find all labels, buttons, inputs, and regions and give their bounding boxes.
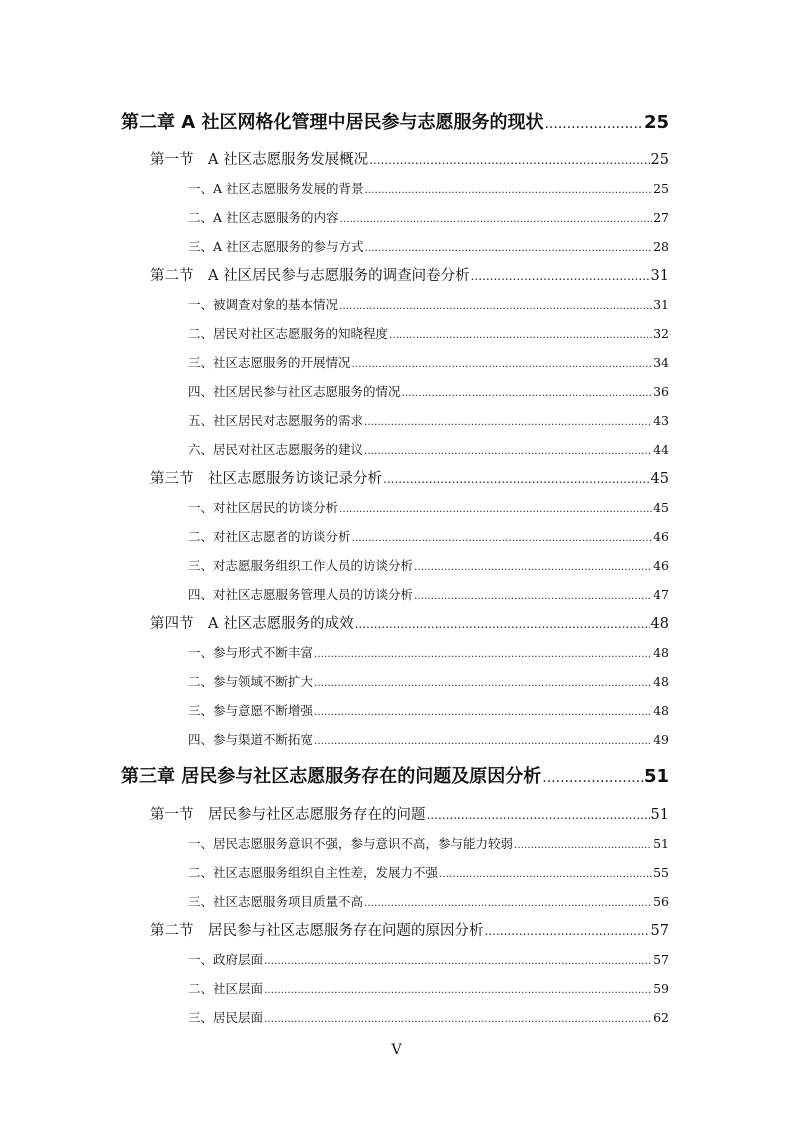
dot-leader bbox=[364, 894, 652, 909]
dot-leader bbox=[364, 413, 652, 428]
dot-leader bbox=[364, 442, 652, 457]
toc-page-number: 59 bbox=[653, 981, 669, 996]
toc-title: 第二章 A 社区网格化管理中居民参与志愿服务的现状 bbox=[121, 112, 544, 133]
toc-title: 三、对志愿服务组织工作人员的访谈分析 bbox=[188, 558, 414, 573]
toc-page-number: 27 bbox=[653, 210, 669, 225]
dot-leader bbox=[314, 674, 652, 689]
toc-page-number: 25 bbox=[643, 112, 669, 133]
dot-leader bbox=[542, 766, 643, 787]
dot-leader bbox=[314, 732, 652, 747]
toc-page-number: 43 bbox=[653, 413, 669, 428]
toc-item[interactable] bbox=[188, 892, 669, 910]
toc-page-number: 48 bbox=[653, 703, 669, 718]
toc-item[interactable] bbox=[188, 324, 669, 342]
toc-page-number: 57 bbox=[653, 952, 669, 967]
toc-item[interactable] bbox=[188, 950, 669, 968]
toc-page-number: 44 bbox=[653, 442, 669, 457]
toc-item[interactable] bbox=[188, 643, 669, 661]
toc-page-number: 62 bbox=[653, 1010, 669, 1025]
toc-title: 二、社区层面 bbox=[188, 981, 264, 996]
dot-leader bbox=[314, 703, 652, 718]
toc-title: 三、居民层面 bbox=[188, 1010, 264, 1025]
toc-page-number: 56 bbox=[653, 894, 669, 909]
toc-title: 第三节 社区志愿服务访谈记录分析 bbox=[150, 471, 382, 487]
dot-leader bbox=[414, 558, 652, 573]
dot-leader bbox=[264, 1010, 652, 1025]
dot-leader bbox=[340, 210, 653, 225]
toc-page-number: 55 bbox=[653, 865, 669, 880]
toc-page-number: 25 bbox=[653, 181, 669, 196]
toc-title: 二、对社区志愿者的访谈分析 bbox=[188, 529, 351, 544]
toc-page-number: 47 bbox=[653, 587, 669, 602]
toc-page-number: 49 bbox=[653, 732, 669, 747]
toc-item[interactable] bbox=[188, 498, 669, 516]
dot-leader bbox=[264, 981, 652, 996]
dot-leader bbox=[402, 384, 653, 399]
toc-item[interactable] bbox=[188, 672, 669, 690]
toc-item[interactable] bbox=[188, 730, 669, 748]
toc-title: 第四节 A 社区志愿服务的成效 bbox=[150, 616, 354, 632]
toc-section[interactable] bbox=[150, 148, 669, 169]
page-footer-number: V bbox=[391, 1042, 402, 1058]
toc-title: 三、A 社区志愿服务的参与方式 bbox=[188, 239, 364, 254]
toc-title: 二、参与领域不断扩大 bbox=[188, 674, 314, 689]
toc-section[interactable] bbox=[150, 264, 669, 285]
toc-item[interactable] bbox=[188, 1008, 669, 1026]
toc-page-number: 45 bbox=[650, 471, 669, 487]
toc-item[interactable] bbox=[188, 295, 669, 313]
dot-leader bbox=[352, 355, 653, 370]
toc-title: 一、A 社区志愿服务发展的背景 bbox=[188, 181, 364, 196]
toc-item[interactable] bbox=[188, 556, 669, 574]
toc-page-number: 25 bbox=[650, 152, 669, 168]
toc-item[interactable] bbox=[188, 440, 669, 458]
toc-title: 二、居民对社区志愿服务的知晓程度 bbox=[188, 326, 389, 341]
toc-page-number: 31 bbox=[653, 297, 669, 312]
toc-page-number: 48 bbox=[653, 674, 669, 689]
toc-page-number: 36 bbox=[653, 384, 669, 399]
toc-title: 一、对社区居民的访谈分析 bbox=[188, 500, 339, 515]
toc-title: 第二节 A 社区居民参与志愿服务的调查问卷分析 bbox=[150, 268, 470, 284]
dot-leader bbox=[544, 112, 642, 133]
dot-leader bbox=[365, 239, 653, 254]
dot-leader bbox=[339, 500, 652, 515]
toc-title: 一、被调查对象的基本情况 bbox=[188, 297, 339, 312]
toc-title: 四、参与渠道不断拓宽 bbox=[188, 732, 314, 747]
toc-item[interactable] bbox=[188, 382, 669, 400]
toc-title: 一、居民志愿服务意识不强，参与意识不高，参与能力较弱 bbox=[188, 836, 514, 851]
toc-page-number: 48 bbox=[653, 645, 669, 660]
toc-page-number: 28 bbox=[653, 239, 669, 254]
toc-page-number: 46 bbox=[653, 529, 669, 544]
toc-item[interactable] bbox=[188, 237, 669, 255]
toc-section[interactable] bbox=[150, 467, 669, 488]
toc-page-number: 46 bbox=[653, 558, 669, 573]
toc-title: 第二节 居民参与社区志愿服务存在问题的原因分析 bbox=[150, 923, 484, 939]
toc-title: 三、社区志愿服务的开展情况 bbox=[188, 355, 351, 370]
toc-section[interactable] bbox=[150, 612, 669, 633]
toc-section[interactable] bbox=[150, 919, 669, 940]
toc-item[interactable] bbox=[188, 701, 669, 719]
dot-leader bbox=[314, 645, 652, 660]
toc-page-number: 51 bbox=[650, 807, 669, 823]
toc-page-number: 51 bbox=[653, 836, 669, 851]
toc-page-number: 51 bbox=[643, 766, 669, 787]
dot-leader bbox=[352, 529, 653, 544]
dot-leader bbox=[369, 152, 649, 168]
dot-leader bbox=[485, 923, 650, 939]
dot-leader bbox=[264, 952, 652, 967]
toc-title: 五、社区居民对志愿服务的需求 bbox=[188, 413, 364, 428]
toc-page-number: 48 bbox=[650, 616, 669, 632]
toc-item[interactable] bbox=[188, 411, 669, 429]
toc-page-number: 45 bbox=[653, 500, 669, 515]
toc-page-number: 32 bbox=[653, 326, 669, 341]
toc-title: 一、参与形式不断丰富 bbox=[188, 645, 314, 660]
dot-leader bbox=[383, 471, 650, 487]
toc-chapter[interactable] bbox=[121, 108, 669, 134]
dot-leader bbox=[414, 587, 652, 602]
dot-leader bbox=[514, 836, 652, 851]
dot-leader bbox=[339, 297, 652, 312]
toc-title: 第一节 居民参与社区志愿服务存在的问题 bbox=[150, 807, 426, 823]
toc-item[interactable] bbox=[188, 834, 669, 852]
toc-title: 三、社区志愿服务项目质量不高 bbox=[188, 894, 364, 909]
toc-page-number: 34 bbox=[653, 355, 669, 370]
toc-title: 第一节 A 社区志愿服务发展概况 bbox=[150, 152, 369, 168]
toc-item[interactable] bbox=[188, 863, 669, 881]
toc-page-number: 57 bbox=[650, 923, 669, 939]
toc-title: 四、社区居民参与社区志愿服务的情况 bbox=[188, 384, 401, 399]
dot-leader bbox=[439, 865, 652, 880]
toc-title: 二、社区志愿服务组织自主性差，发展力不强 bbox=[188, 865, 439, 880]
toc-chapter[interactable] bbox=[121, 762, 669, 788]
toc-title: 一、政府层面 bbox=[188, 952, 264, 967]
dot-leader bbox=[365, 181, 653, 196]
toc-item[interactable] bbox=[188, 208, 669, 226]
toc-title: 三、参与意愿不断增强 bbox=[188, 703, 314, 718]
toc-item[interactable] bbox=[188, 527, 669, 545]
toc-page-number: 31 bbox=[650, 268, 669, 284]
toc-item[interactable] bbox=[188, 179, 669, 197]
dot-leader bbox=[355, 616, 650, 632]
toc-item[interactable] bbox=[188, 353, 669, 371]
dot-leader bbox=[427, 807, 650, 823]
dot-leader bbox=[389, 326, 652, 341]
toc-item[interactable] bbox=[188, 585, 669, 603]
toc-title: 六、居民对社区志愿服务的建议 bbox=[188, 442, 364, 457]
toc-title: 二、A 社区志愿服务的内容 bbox=[188, 210, 339, 225]
toc-item[interactable] bbox=[188, 979, 669, 997]
toc-title: 四、对社区志愿服务管理人员的访谈分析 bbox=[188, 587, 414, 602]
dot-leader bbox=[471, 268, 650, 284]
toc-title: 第三章 居民参与社区志愿服务存在的问题及原因分析 bbox=[121, 766, 542, 787]
toc-section[interactable] bbox=[150, 803, 669, 824]
